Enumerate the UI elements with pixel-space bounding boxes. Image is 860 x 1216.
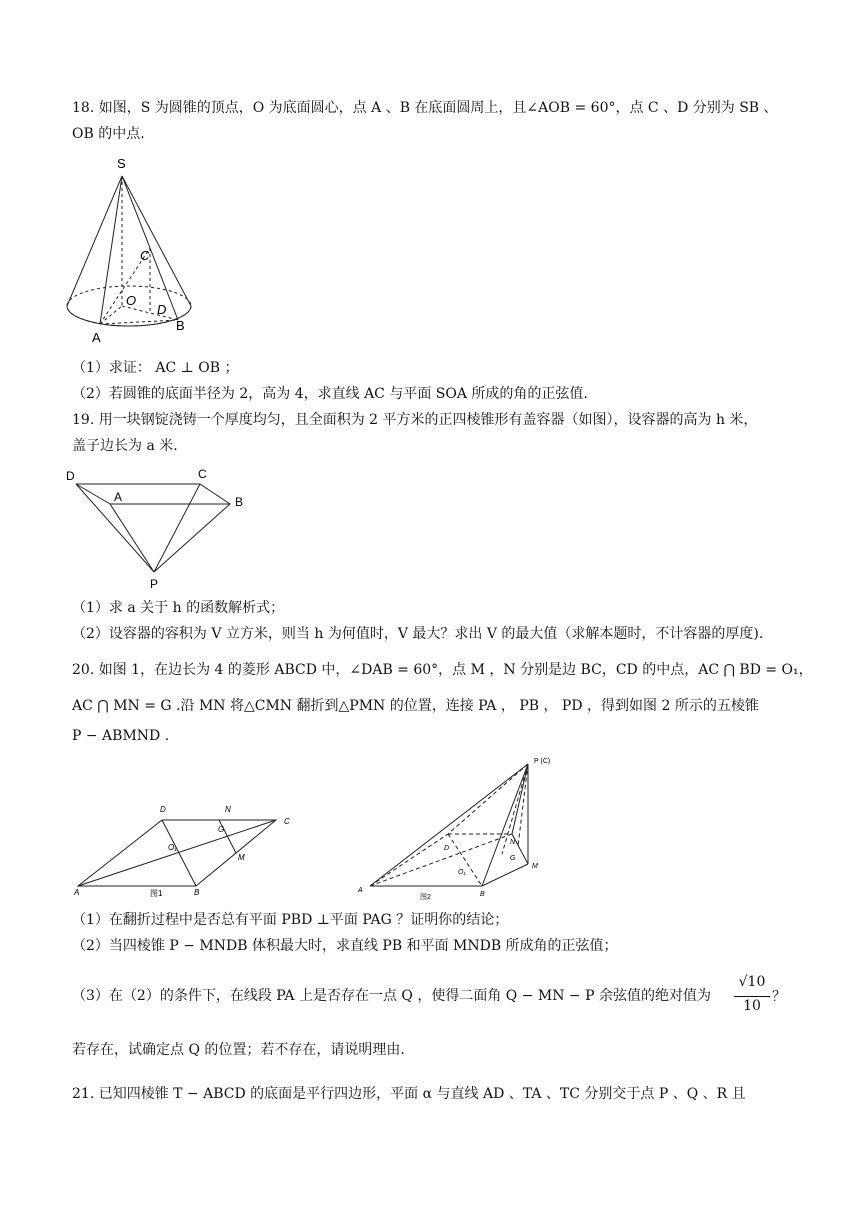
q20-part3-line2: 若存在，试确定点 Q 的位置；若不存在，请说明理由. [72,1042,405,1058]
label-N: N [225,805,231,814]
q20-stem-line3: P − ABMND . [72,728,170,744]
label-A: A [358,887,363,894]
q18-stem-line1: 18. 如图，S 为圆锥的顶点，O 为底面圆心，点 A 、B 在底面圆周上，且∠AOB = 60°，点 C 、D 分别为 SB 、 [72,100,778,116]
label-A: A [92,330,101,345]
q19-part1: （1）求 a 关于 h 的函数解析式； [72,600,285,616]
fraction-numerator: √10 [738,974,766,990]
q18-cone-figure [62,150,212,350]
q20-part2: （2）当四棱锥 P − MNDB 体积最大时，求直线 PB 和平面 MNDB 所成角的正弦值； [72,938,618,954]
label-O1: O₁ [168,843,177,852]
q19-stem-line2: 盖子边长为 a 米. [72,438,178,454]
q18-part1: （1）求证： AC ⊥ OB ； [72,360,239,376]
label-B: B [235,495,244,509]
q19-stem-line1: 19. 用一块钢锭浇铸一个厚度均匀，且全面积为 2 平方米的正四棱锥形有盖容器（如图），设容器的高为 h 米， [72,412,758,428]
q20-part1: （1）在翻折过程中是否总有平面 PBD ⊥平面 PAG ？证明你的结论； [72,912,509,928]
caption-fig1: 图1 [150,889,163,898]
label-D: D [160,805,166,814]
label-G: G [510,855,516,862]
label-D: D [444,845,450,852]
caption-fig2: 图2 [420,894,431,901]
label-A: A [74,888,80,897]
label-A: A [114,490,123,504]
fraction-bar [734,996,770,997]
label-B: B [480,891,485,898]
q19-part2: （2）设容器的容积为 V 立方米，则当 h 为何值时，V 最大？求出 V 的最大值（求解本题时，不计容器的厚度). [72,626,764,642]
label-M: M [238,853,245,862]
label-C: C [140,248,150,263]
q18-stem-line2: OB 的中点. [72,126,145,142]
q20-stem-line1: 20. 如图 1，在边长为 4 的菱形 ABCD 中，∠DAB = 60°，点 M ，N 分别是边 BC，CD 的中点，AC ⋂ BD = O₁， [72,662,813,678]
label-P: P [150,577,159,591]
q20-part3-end: ？ [772,989,786,1005]
label-P: P (C) [534,758,551,765]
label-O1: O₁ [458,869,466,876]
label-B: B [176,318,185,333]
label-C: C [198,467,207,481]
label-G: G [218,825,225,834]
q19-pyramid-figure [62,464,262,592]
label-D: D [66,469,75,483]
q18-part2: （2）若圆锥的底面半径为 2，高为 4，求直线 AC 与平面 SOA 所成的角的正弦值. [72,386,588,402]
q20-part3: （3）在（2）的条件下，在线段 PA 上是否存在一点 Q ，使得二面角 Q − MN − P 余弦值的绝对值为 [72,988,711,1004]
fraction-denominator: 10 [743,998,761,1014]
label-S: S [117,156,126,171]
label-B: B [194,888,200,897]
label-C: C [284,817,290,826]
q21-stem-line1: 21. 已知四棱锥 T − ABCD 的底面是平行四边形，平面 α 与直线 AD 、TA 、TC 分别交于点 P 、Q 、R 且 [72,1086,746,1102]
q20-stem-line2: AC ⋂ MN = G .沿 MN 将△CMN 翻折到△PMN 的位置，连接 PA ， PB ， PD ，得到如图 2 所示的五棱锥 [72,698,759,714]
label-N: N [510,839,516,846]
label-D: D [157,302,167,317]
q20-figure-2 [352,754,592,902]
label-O: O [126,293,137,308]
q20-figure-1 [70,798,310,902]
label-M: M [532,863,538,870]
